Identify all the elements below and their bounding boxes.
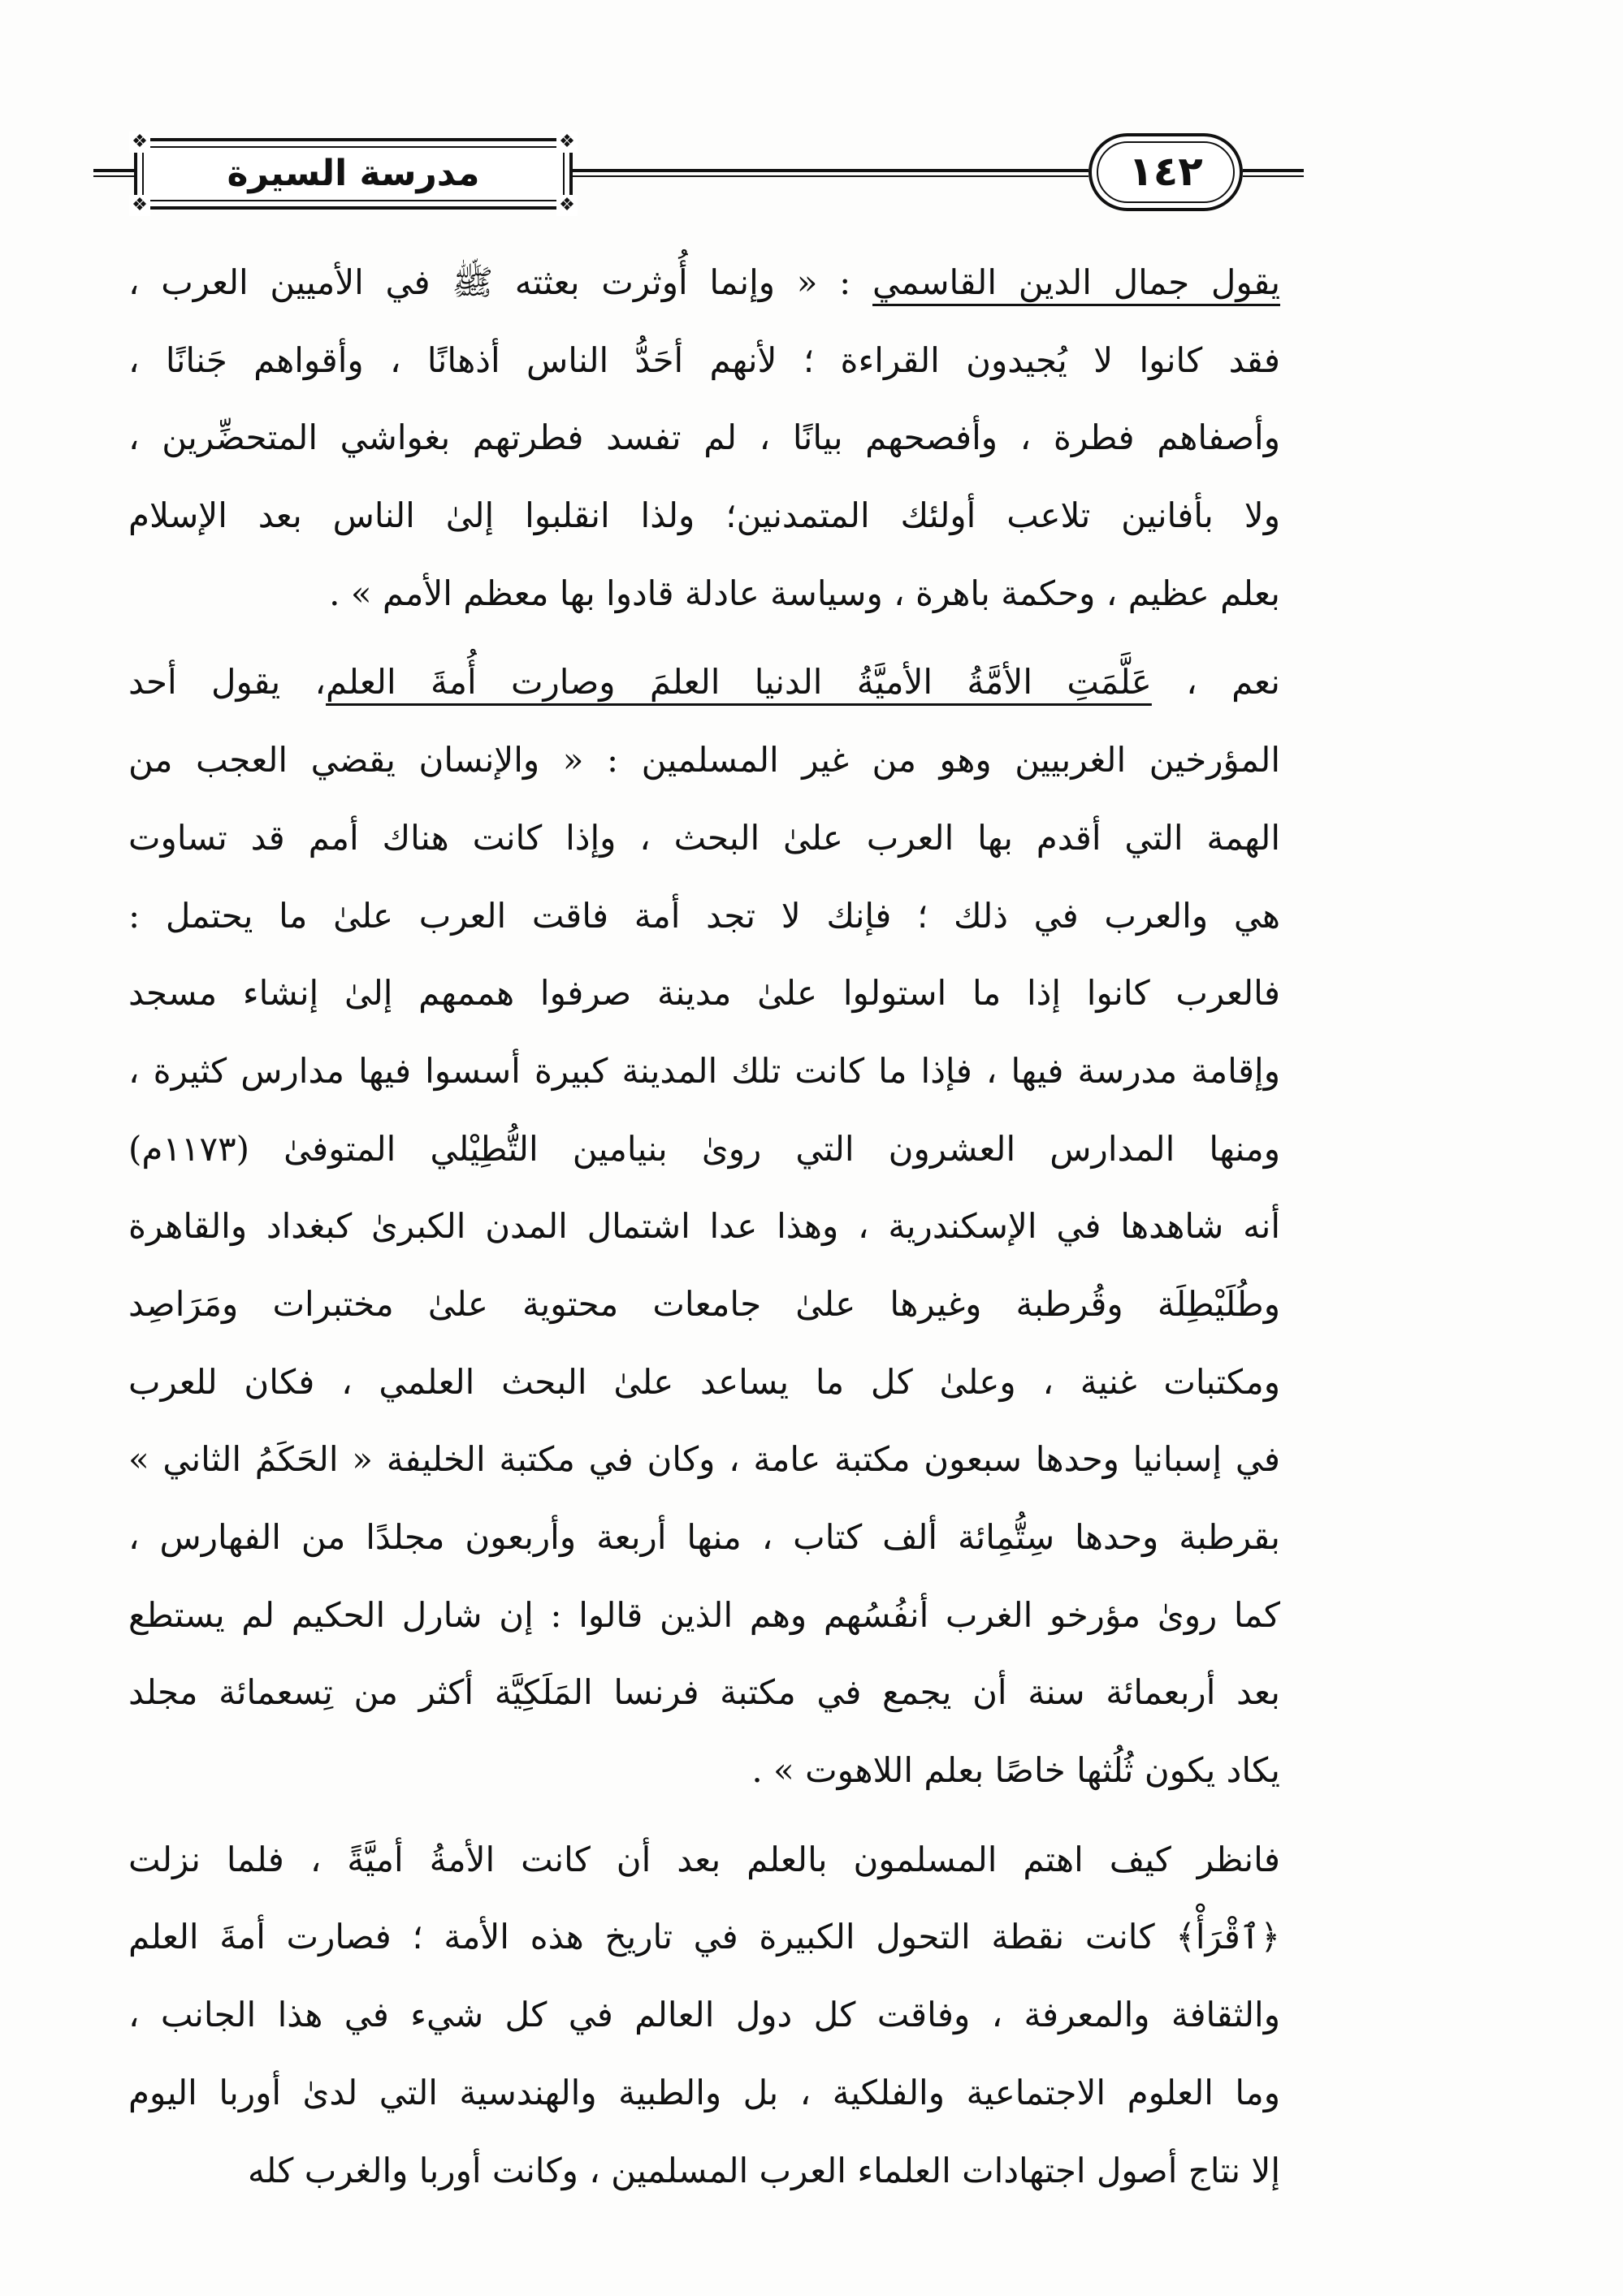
text-segment: إلا نتاج أصول اجتهادات العلماء العرب المسلمين ، وكانت أوربا والغرب كله: [247, 2150, 1280, 2190]
paragraph: [128, 244, 1280, 632]
text-line: [128, 1343, 1280, 1421]
paragraph-gap: [128, 632, 1280, 643]
text-line: [128, 1110, 1280, 1188]
text-segment: ﴿ٱقْرَأْ﴾ كانت نقطة التحول الكبيرة في تاريخ هذه الأمة ؛ فصارت أمةَ العلم: [128, 1917, 1280, 1957]
text-line: [128, 1498, 1280, 1576]
text-segment: فانظر كيف اهتم المسلمون بالعلم بعد أن كانت الأمةُ أميَّةً ، فلما نزلت: [128, 1839, 1280, 1879]
header-rule-middle: [573, 169, 1088, 172]
text-line: [128, 1420, 1280, 1498]
text-segment: وأصفاهم فطرة ، وأفصحهم بيانًا ، لم تفسد فطرتهم بغواشي المتحضِّرين ،: [128, 417, 1280, 458]
text-line: [128, 1265, 1280, 1343]
text-line: [128, 643, 1280, 721]
text-line: [128, 244, 1280, 322]
text-segment: ، يقول أحد: [128, 662, 327, 703]
underlined-text: يقول جمال الدين القاسمي: [872, 262, 1280, 302]
running-title: مدرسة السيرة: [227, 153, 480, 194]
text-line: [128, 1976, 1280, 2054]
paragraph: [128, 1821, 1280, 2209]
text-segment: كما روىٰ مؤرخو الغرب أنفُسُهم وهم الذين قالوا : إن شارل الحكيم لم يستطع: [128, 1594, 1280, 1635]
underlined-text: عَلَّمَتِ الأمَّةُ الأميَّةُ الدنيا العلمَ وصارت أُمةَ العلم: [326, 662, 1152, 703]
text-line: [128, 1032, 1280, 1110]
text-segment: ولا بأفانين تلاعب أولئك المتمدنين؛ ولذا انقلبوا إلىٰ الناس بعد الإسلام: [128, 495, 1280, 536]
text-line: [128, 721, 1280, 799]
page-number: ١٤٢: [1128, 148, 1203, 195]
text-line: [128, 2132, 1280, 2210]
ornament-icon: ❖: [556, 195, 578, 216]
page-header: [93, 122, 1304, 223]
text-segment: يكاد يكون ثُلُثها خاصًا بعلم اللاهوت » .: [751, 1750, 1280, 1791]
paragraph-gap: [128, 1810, 1280, 1821]
text-segment: وطُلَيْطِلَة وقُرطبة وغيرها علىٰ جامعات محتوية علىٰ مختبرات ومَرَاصِد: [128, 1283, 1280, 1324]
body-text: [128, 244, 1280, 2209]
text-line: [128, 2054, 1280, 2132]
text-segment: : « وإنما أُوثرت بعثته ﷺ في الأميين العرب ،: [128, 262, 873, 302]
text-segment: أنه شاهدها في الإسكندرية ، وهذا عدا اشتمال المدن الكبرىٰ كبغداد والقاهرة: [128, 1206, 1280, 1247]
text-segment: بقرطبة وحدها سِتُّمِائة ألف كتاب ، منها أربعة وأربعون مجلدًا من الفهارس ،: [128, 1517, 1280, 1557]
text-segment: بعد أربعمائة سنة أن يجمع في مكتبة فرنسا المَلَكِيَّة أكثر من تِسعمائة مجلد: [128, 1672, 1280, 1713]
text-segment: ومنها المدارس العشرون التي روىٰ بنيامين التُّطِيْلي المتوفىٰ (١١٧٣م): [128, 1128, 1280, 1169]
text-segment: فقد كانوا لا يُجيدون القراءة ؛ لأنهم أحَدُّ الناس أذهانًا ، وأقواهم جَنانًا ،: [128, 339, 1280, 380]
text-line: [128, 1732, 1280, 1810]
header-rule-middle-thin: [573, 175, 1088, 177]
text-segment: الهمة التي أقدم بها العرب علىٰ البحث ، وإذا كانت هناك أمم قد تساوت: [128, 817, 1280, 858]
text-line: [128, 477, 1280, 555]
paragraph: [128, 643, 1280, 1809]
running-title-frame: [132, 132, 575, 215]
text-line: [128, 1821, 1280, 1899]
header-rule-right: [1243, 169, 1304, 172]
text-segment: بعلم عظيم ، وحكمة باهرة ، وسياسة عادلة قادوا بها معظم الأمم » .: [329, 573, 1280, 613]
header-rule-right-thin: [1243, 175, 1304, 177]
text-line: [128, 555, 1280, 633]
text-line: [128, 1187, 1280, 1265]
header-rule-left-thin: [93, 175, 134, 177]
header-rule-left: [93, 169, 134, 172]
text-line: [128, 799, 1280, 877]
text-segment: في إسبانيا وحدها سبعون مكتبة عامة ، وكان في مكتبة الخليفة « الحَكَمُ الثاني »: [128, 1439, 1280, 1480]
page-number-frame: [1088, 133, 1243, 211]
text-segment: وما العلوم الاجتماعية والفلكية ، بل والطبية والهندسية التي لدىٰ أوربا اليوم: [128, 2072, 1280, 2112]
text-line: [128, 399, 1280, 477]
text-segment: هي والعرب في ذلك ؛ فإنك لا تجد أمة فاقت العرب علىٰ ما يحتمل :: [128, 895, 1280, 936]
text-segment: وإقامة مدرسة فيها ، فإذا ما كانت تلك المدينة كبيرة أسسوا فيها مدارس كثيرة ،: [128, 1050, 1280, 1091]
text-segment: فالعرب كانوا إذا ما استولوا علىٰ مدينة صرفوا هممهم إلىٰ إنشاء مسجد: [128, 973, 1280, 1014]
text-line: [128, 1654, 1280, 1732]
text-line: [128, 954, 1280, 1032]
text-line: [128, 322, 1280, 400]
ornament-icon: ❖: [556, 132, 578, 153]
text-line: [128, 1576, 1280, 1654]
text-segment: والثقافة والمعرفة ، وفاقت كل دول العالم في كل شيء في هذا الجانب ،: [128, 1995, 1280, 2035]
text-segment: المؤرخين الغربيين وهو من غير المسلمين : « والإنسان يقضي العجب من: [128, 740, 1280, 780]
ornament-icon: ❖: [129, 195, 150, 216]
text-segment: ومكتبات غنية ، وعلىٰ كل ما يساعد علىٰ البحث العلمي ، فكان للعرب: [128, 1361, 1280, 1402]
text-line: [128, 1898, 1280, 1976]
text-line: [128, 877, 1280, 955]
ornament-icon: ❖: [129, 132, 150, 153]
text-segment: نعم ،: [1151, 662, 1280, 703]
